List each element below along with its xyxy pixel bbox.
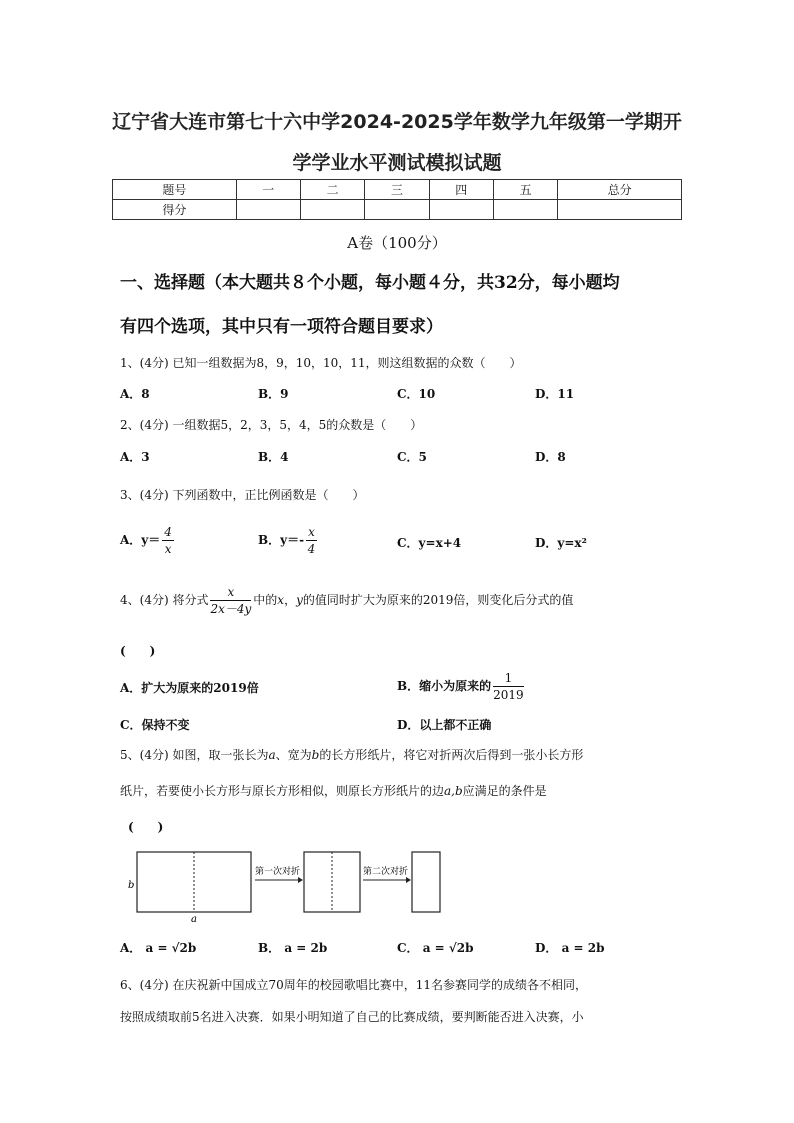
question-5-option-c: C． a = √2b	[397, 941, 474, 955]
fraction-denominator: 2019	[493, 688, 524, 702]
figure-label-a: a	[191, 914, 197, 925]
fraction-numerator: x	[210, 584, 251, 601]
q4-fraction	[210, 584, 251, 617]
question-5-option-d: D． a = 2b	[535, 941, 605, 955]
question-1-option-d: D．11	[535, 387, 575, 401]
score-cell	[493, 200, 557, 220]
score-header-cell: 五	[493, 180, 557, 200]
option-b-prefix: B．y＝-	[258, 533, 305, 547]
q4-var-y: y	[296, 593, 303, 607]
fold-2-arrowhead	[406, 877, 411, 883]
question-2-option-a: A．3	[120, 450, 150, 464]
score-header-cell: 四	[429, 180, 493, 200]
score-table-header-row	[113, 180, 682, 200]
option-b-text: B．缩小为原来的	[397, 679, 492, 693]
fraction-denominator: x	[164, 542, 172, 556]
question-5-option-a: A． a = √2b	[120, 941, 197, 955]
score-cell	[236, 200, 300, 220]
option-a-prefix: A．y＝	[120, 533, 161, 547]
option-b-fraction	[306, 524, 317, 557]
fraction-denominator: 4	[307, 542, 316, 556]
q5-text-2: 、宽为	[275, 748, 312, 762]
q5-text-1: 5、(4分) 如图，取一张长为	[120, 748, 269, 762]
score-header-cell: 题号	[113, 180, 237, 200]
fraction-numerator: x	[308, 525, 315, 539]
question-6-line-1: 6、(4分) 在庆祝新中国成立70周年的校园歌唱比赛中，11名参赛同学的成绩各不相同，	[120, 978, 587, 992]
q5-var-a: a	[268, 748, 276, 762]
question-4-option-d: D．以上都不正确	[397, 718, 492, 732]
q5-text-3: 的长方形纸片，将它对折两次后得到一张小长方形	[319, 748, 584, 762]
q5-var-ab: a,b	[444, 784, 463, 798]
q4-separator: ，	[284, 593, 297, 607]
score-header-cell: 二	[300, 180, 364, 200]
question-4-stem	[120, 584, 573, 617]
fold-2-label: 第二次对折	[363, 867, 409, 877]
score-cell	[429, 200, 493, 220]
folded-twice-rectangle	[412, 852, 440, 912]
question-4-option-a: A．扩大为原来的2019倍	[120, 681, 259, 695]
question-1-stem: 1、(4分) 已知一组数据为8，9，10，10，11，则这组数据的众数（ ）	[120, 356, 522, 370]
q4-var-x: x	[277, 593, 285, 607]
question-5-line-1	[120, 746, 583, 764]
question-4-option-c: C．保持不变	[120, 718, 190, 732]
question-2-option-b: B．4	[258, 450, 289, 464]
folding-figure	[125, 848, 445, 926]
question-5-line-2	[120, 782, 547, 800]
question-1-option-b: B．9	[258, 387, 289, 401]
q5-text-4: 纸片，若要使小长方形与原长方形相似，则原长方形纸片的边	[120, 784, 445, 798]
question-2-option-c: C．5	[397, 450, 427, 464]
option-a-fraction	[162, 524, 174, 557]
score-row-label: 得分	[113, 200, 237, 220]
section-a-heading: A卷（100分）	[347, 234, 447, 252]
q5-var-b: b	[311, 748, 320, 762]
fraction-numerator: 4	[164, 525, 172, 539]
score-cell	[365, 200, 429, 220]
question-3-option-d: D．y=x²	[535, 536, 587, 550]
question-3-option-a	[120, 524, 176, 557]
option-b-fraction	[493, 670, 524, 703]
q4-stem-start: 4、(4分) 将分式	[120, 593, 209, 607]
q4-stem-end: 的值同时扩大为原来的2019倍，则变化后分式的值	[302, 593, 574, 607]
q4-stem-mid: 中的	[253, 593, 278, 607]
score-cell	[558, 200, 682, 220]
question-3-stem: 3、(4分) 下列函数中，正比例函数是（ ）	[120, 488, 365, 502]
question-2-stem: 2、(4分) 一组数据5，2，3，5，4，5的众数是（ ）	[120, 418, 423, 432]
question-1-option-c: C．10	[397, 387, 436, 401]
score-cell	[300, 200, 364, 220]
fraction-numerator: 1	[493, 670, 524, 687]
question-3-option-b	[258, 524, 319, 557]
question-2-option-d: D．8	[535, 450, 566, 464]
question-3-option-c: C．y=x+4	[397, 536, 462, 550]
score-header-cell: 一	[236, 180, 300, 200]
score-table	[112, 179, 682, 220]
fold-1-arrowhead	[298, 877, 303, 883]
question-1-option-a: A．8	[120, 387, 150, 401]
score-table-score-row	[113, 200, 682, 220]
section-one-heading-line-2: 有四个选项，其中只有一项符合题目要求）	[120, 317, 443, 337]
section-one-heading-line-1: 一、选择题（本大题共８个小题，每小题４分，共32分，每小题均	[120, 273, 620, 293]
exam-title-line-2: 学学业水平测试模拟试题	[292, 152, 502, 174]
question-5-paren: ( )	[128, 820, 164, 834]
score-header-cell: 三	[365, 180, 429, 200]
fold-1-label: 第一次对折	[255, 867, 301, 877]
question-4-option-b	[397, 670, 526, 703]
exam-title-line-1: 辽宁省大连市第七十六中学2024-2025学年数学九年级第一学期开	[112, 111, 682, 133]
q5-text-5: 应满足的条件是	[462, 784, 547, 798]
figure-label-b: b	[128, 880, 135, 891]
question-6-line-2: 按照成绩取前5名进入决赛．如果小明知道了自己的比赛成绩，要判断能否进入决赛，小	[120, 1010, 584, 1024]
question-4-paren: ( )	[120, 644, 156, 658]
fraction-denominator: 2x－4y	[210, 602, 252, 616]
score-header-cell: 总分	[558, 180, 682, 200]
question-5-option-b: B． a = 2b	[258, 941, 328, 955]
